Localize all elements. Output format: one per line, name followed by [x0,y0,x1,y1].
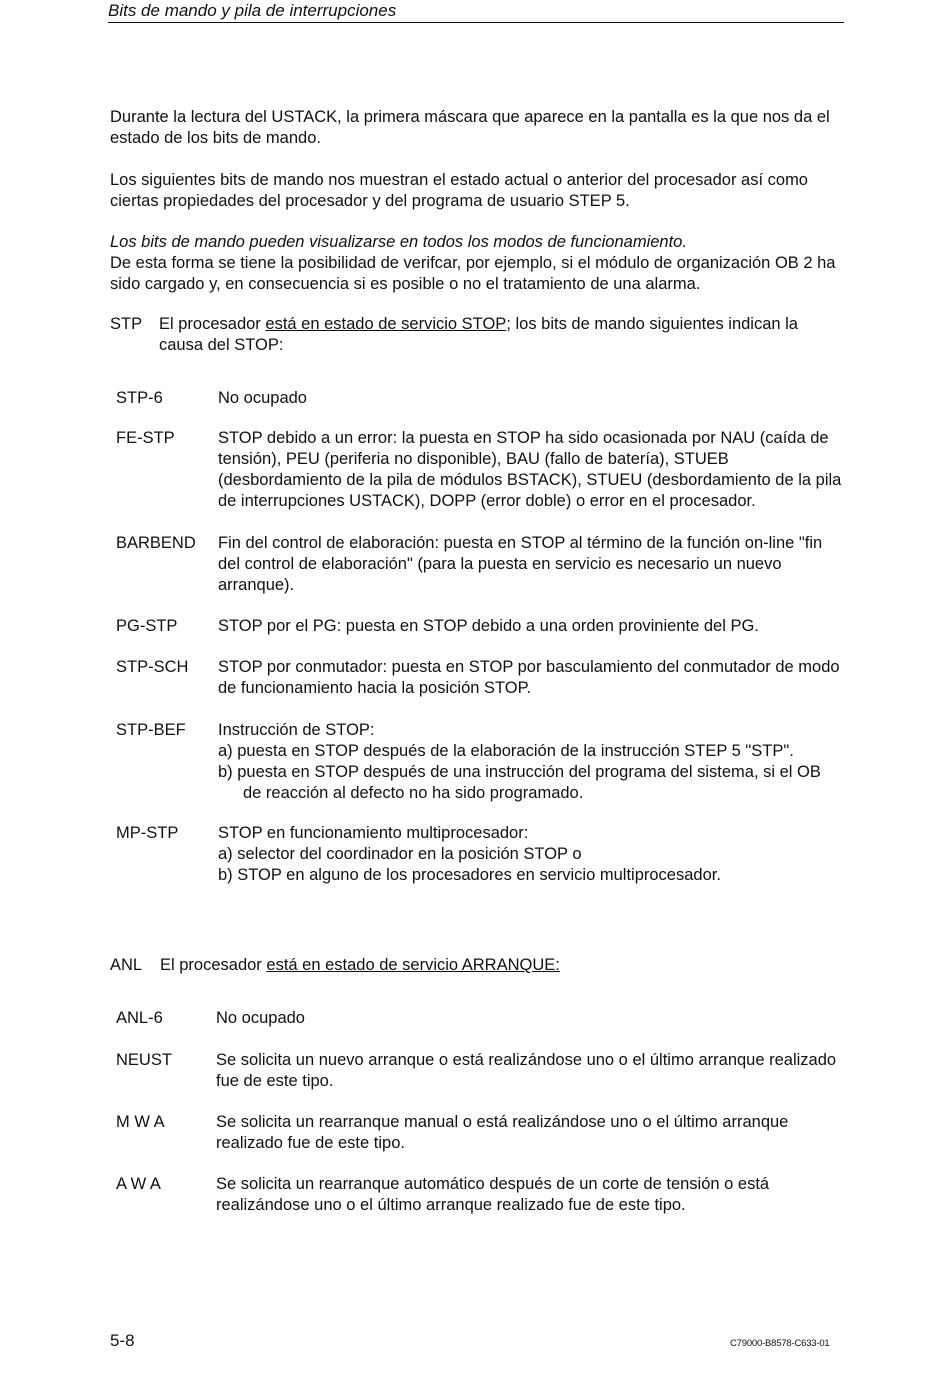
intro-note-rest: De esta forma se tiene la posibilidad de verifcar, por ejemplo, si el módulo de organización OB 2 ha sido cargado y, en consecuencia si es posible o no el tratamiento de una alarma. [110,254,836,293]
stp-text-before: El procesador [159,315,266,333]
running-header [108,0,844,23]
document-id: C79000-B8578-C633-01 [730,1338,830,1349]
stp-description [159,314,839,356]
anl-underlined: está en estado de servicio ARRANQUE: [266,956,560,974]
item-description: No ocupado [216,1009,305,1027]
item-description: STOP por el PG: puesta en STOP debido a una orden proviniente del PG. [218,617,759,635]
item-code: FE-STP [116,429,175,447]
item-sub-b: b) STOP en alguno de los procesadores en servicio multiprocesador. [218,866,721,884]
item-sub-a: a) puesta en STOP después de la elaboración de la instrucción STEP 5 "STP". [218,742,794,760]
intro-note-italic: Los bits de mando pueden visualizarse en todos los modos de funcionamiento. [110,233,687,251]
item-desc-main: STOP en funcionamiento multiprocesador: [218,824,529,842]
item-code: A W A [116,1175,161,1193]
item-description: Se solicita un rearranque automático después de un corte de tensión o está realizándose uno o el último arranque realizado fue de este tipo. [216,1175,770,1214]
anl-description [160,955,840,976]
item-code: M W A [116,1113,165,1131]
item-code: STP-6 [116,389,163,407]
item-sub-a: a) selector del coordinador en la posición STOP o [218,845,582,863]
item-code: ANL-6 [116,1009,163,1027]
item-description: Se solicita un nuevo arranque o está realizándose uno o el último arranque realizado fue de este tipo. [216,1051,837,1090]
stp-underlined: está en estado de servicio STOP [265,315,507,333]
item-description: STOP por conmutador: puesta en STOP por basculamiento del conmutador de modo de funcionamiento hacia la posición STOP. [218,658,840,697]
header-title: Bits de mando y pila de interrupciones [108,1,397,20]
stp-text-after: ; los bits de mando siguientes indican la causa del STOP: [159,315,798,354]
item-description [218,823,843,886]
item-code: BARBEND [116,534,196,552]
anl-code: ANL [110,956,143,974]
item-code: STP-BEF [116,721,186,739]
item-description: STOP debido a un error: la puesta en STOP ha sido ocasionada por NAU (caída de tensión), PEU (periferia no disponible), BAU (fallo de batería), STUEB (desbordamiento de la pila de módulos BSTACK), STUEU (desbordamiento de la pila de interrupciones USTACK), DOPP (error doble) o error en el procesador. [218,429,842,510]
intro-paragraph-3 [110,232,840,295]
item-description: Fin del control de elaboración: puesta en STOP al término de la función on-line "fin del control de elaboración" (para la puesta en servicio es necesario un nuevo arranque). [218,534,823,594]
item-description: Se solicita un rearranque manual o está realizándose uno o el último arranque realizado fue de este tipo. [216,1113,789,1152]
item-code: PG-STP [116,617,178,635]
item-code: MP-STP [116,824,179,842]
page-number: 5-8 [110,1331,135,1350]
intro-paragraph-1: Durante la lectura del USTACK, la primera máscara que aparece en la pantalla es la que nos da el estado de los bits de mando. [110,108,830,147]
intro-paragraph-2: Los siguientes bits de mando nos muestran el estado actual o anterior del procesador así como ciertas propiedades del procesador y del programa de usuario STEP 5. [110,171,808,210]
item-description [218,720,843,804]
item-code: NEUST [116,1051,172,1069]
item-sub-b: b) puesta en STOP después de una instrucción del programa del sistema, si el OB de reacción al defecto no ha sido programado. [218,763,821,802]
item-code: STP-SCH [116,658,189,676]
stp-code: STP [110,315,143,333]
item-desc-main: Instrucción de STOP: [218,721,375,739]
anl-text-before: El procesador [160,956,267,974]
item-description: No ocupado [218,389,307,407]
